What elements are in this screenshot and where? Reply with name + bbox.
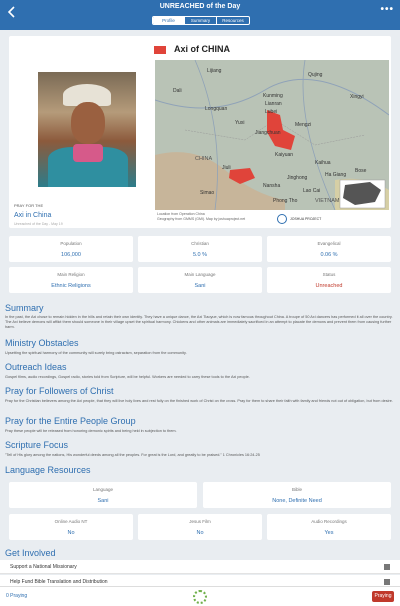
map-label-yuxi: Yuxi — [235, 120, 245, 126]
map-label-ha-giang: Ha Giang — [325, 172, 347, 178]
map-label-mengzi: Mengzi — [295, 122, 312, 128]
stat-population — [9, 236, 133, 262]
stat-main-religion[interactable] — [9, 267, 133, 293]
map-label-phong-tho: Phong Tho — [273, 198, 298, 204]
map-label-bose: Bose — [355, 168, 367, 174]
stat-evangelical — [267, 236, 391, 262]
map-label-dali: Dali — [173, 88, 182, 94]
stat-label: Bible — [291, 487, 302, 492]
main-content — [0, 30, 400, 586]
stat-value: 5.0 % — [192, 252, 208, 258]
map-label-simao: Simao — [200, 190, 215, 196]
stat-label: Christian — [191, 241, 209, 246]
ministry-obstacles-heading: Ministry Obstacles — [5, 338, 79, 348]
map-label-jiuli: Jiuli — [222, 165, 231, 171]
map-label-jinghong: Jinghong — [287, 175, 308, 181]
language-resources-heading: Language Resources — [5, 465, 91, 475]
map-label-lianran: Lianran — [265, 101, 282, 107]
tab-summary[interactable]: Summary — [185, 17, 217, 24]
stat-label: Evangelical — [317, 241, 341, 246]
map-label-qujing: Qujing — [308, 72, 323, 78]
stat-label: Audio Recordings — [311, 519, 347, 524]
map-label-kaiyuan: Kaiyuan — [275, 152, 294, 158]
map-legend-swatch — [154, 46, 166, 54]
stat-status[interactable] — [267, 267, 391, 293]
summary-heading: Summary — [5, 303, 44, 313]
stat-value: No — [67, 530, 75, 536]
stat-value: No — [196, 530, 204, 536]
joshua-project-logo-text: JOSHUA PROJECT — [290, 217, 322, 221]
list-item-bible-translation[interactable] — [0, 575, 400, 586]
stat-label: Language — [92, 487, 114, 492]
pray-entire-group-text: Pray these people will be released from honoring demonic spirits and being held in subjection to them. — [5, 429, 177, 433]
stat-value: 0.06 % — [320, 252, 338, 258]
bottom-bar — [0, 586, 400, 606]
stat-label: Online Audio NT — [54, 519, 88, 524]
resource-jesus-film[interactable] — [138, 514, 262, 540]
page-title: UNREACHED of the Day — [159, 3, 241, 10]
pray-followers-text: Pray for the Christian believers among the Axi people, that they will live holy lives and rest fully on the finished work of Christ on the cross. Pray for them to share their faith with family and friends not out of obligation, but from desire. — [5, 399, 393, 403]
outreach-ideas-text: Gospel films, audio recordings, Gospel radio, stories told from Scripture, will be helpful. Workers are needed to carry these tools to the Axi people. — [5, 375, 250, 379]
stat-label: Status — [322, 272, 336, 277]
tab-profile[interactable]: Profile — [153, 17, 185, 24]
pray-entire-group-heading: Pray for the Entire People Group — [5, 416, 136, 426]
summary-text: In the past, the Axi chose to remain hidden in the hills and retain their own identity. They have a unique dance, the Axi Tiaoyue, which is now famous throughout China. A troupe of 50 Axi dancers has performed it all over the country. The Axi believe demons will afflict them should someone in their village upset the spiritual harmony. Chickens and other animals are immediately sacrificed in an attempt to placate the demons and prevent them from causing further harm. — [5, 315, 393, 329]
resource-audio-recordings[interactable] — [267, 514, 391, 540]
people-group-photo — [38, 72, 136, 187]
map-label-lijiang: Lijiang — [207, 68, 222, 74]
scripture-focus-text: "Tell of His glory among the nations, His wonderful deeds among all the peoples. For great is the Lord, and greatly to be praised." 1 Chronicles 16:24-25 — [5, 453, 260, 457]
map-label-kunming: Kunming — [263, 93, 283, 99]
map-label-vietnam: VIETNAM — [315, 198, 340, 204]
list-item-label: Help Fund Bible Translation and Distribution — [10, 579, 108, 585]
stat-main-language[interactable] — [138, 267, 262, 293]
tab-switcher — [152, 16, 250, 25]
stat-label: Main Religion — [57, 272, 85, 277]
outreach-ideas-heading: Outreach Ideas — [5, 362, 67, 372]
map-label-lubei: Lubei — [265, 109, 278, 115]
people-group-name-link[interactable]: Axi in China — [14, 212, 52, 219]
stat-label: Main Language — [184, 272, 216, 277]
list-item-label: Support a National Missionary — [10, 564, 77, 570]
map-credit-line-1: Location from Operation China — [157, 212, 205, 216]
status-badge: Unreached — [315, 283, 343, 289]
stat-value: Ethnic Religions — [51, 283, 91, 289]
list-icon — [384, 579, 390, 585]
scripture-focus-heading: Scripture Focus — [5, 440, 69, 450]
pray-for-label: PRAY FOR THE — [14, 203, 44, 208]
stat-label: Jesus Film — [189, 519, 211, 524]
joshua-project-logo-icon — [277, 214, 287, 224]
map-label-china: CHINA — [195, 156, 213, 162]
map-title-text: Axi of CHINA — [174, 44, 230, 54]
resource-online-audio-nt[interactable] — [9, 514, 133, 540]
map-label-longquan: Longquan — [205, 106, 228, 112]
resource-language[interactable] — [9, 482, 197, 508]
map-label-jiangchuan: Jiangchuan — [255, 130, 281, 136]
stat-value: 106,000 — [61, 252, 81, 258]
stat-value: None, Definite Need — [272, 498, 322, 504]
profile-hero-card — [9, 36, 391, 228]
praying-count[interactable]: 0 Praying — [6, 593, 28, 599]
pray-followers-heading: Pray for Followers of Christ — [5, 386, 114, 396]
top-nav-bar — [0, 0, 400, 30]
praying-button[interactable]: Praying — [372, 591, 394, 602]
get-involved-heading: Get Involved — [5, 548, 56, 558]
more-menu-icon[interactable]: ••• — [380, 4, 394, 15]
stat-value: Yes — [324, 530, 334, 536]
stat-label: Population — [60, 241, 82, 246]
map-label-xingyi: Xingyi — [350, 94, 364, 100]
map-credit-line-2: Geography from GMMS (GMI). Map by joshuaproject.net — [157, 217, 246, 221]
stat-christian — [138, 236, 262, 262]
location-map[interactable] — [155, 60, 389, 210]
map-label-kaihua: Kaihua — [315, 160, 331, 166]
ministry-obstacles-text: Upsetting the spiritual harmony of the community will surely bring ostracism, separation from the community. — [5, 351, 187, 355]
list-icon — [384, 564, 390, 570]
stat-value: Sani — [194, 283, 206, 289]
app-logo-icon[interactable] — [193, 590, 207, 604]
list-item-support-missionary[interactable] — [0, 560, 400, 574]
stat-value: Sani — [97, 498, 109, 504]
map-label-nansha: Nansha — [263, 183, 281, 189]
resource-bible[interactable] — [203, 482, 391, 508]
tab-resources[interactable]: Resources — [222, 18, 244, 23]
map-credit — [157, 212, 245, 222]
map-label-lao-cai: Lao Cai — [303, 188, 321, 194]
unreached-of-day-date: Unreached of the Day - May 19 — [14, 222, 63, 226]
